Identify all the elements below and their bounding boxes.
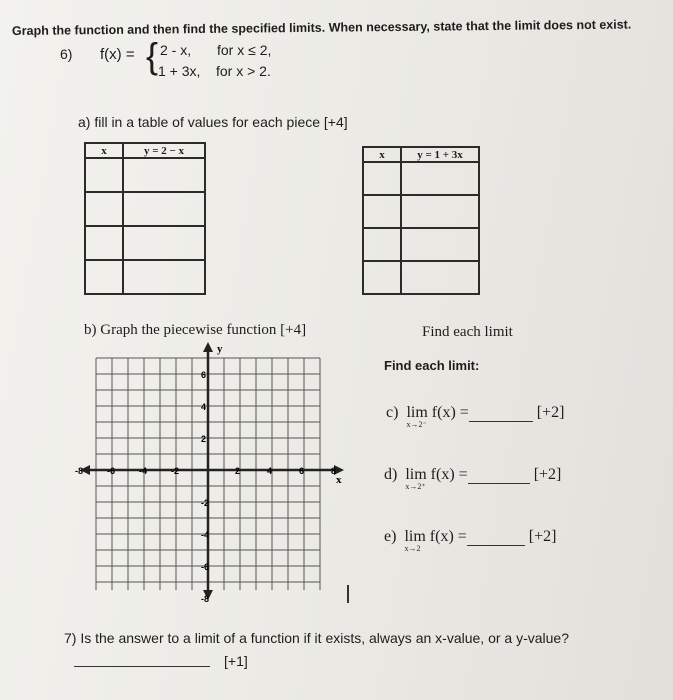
y-tick-label: 6 <box>201 370 207 380</box>
table1-cell[interactable] <box>85 260 123 294</box>
x-tick-label: 8 <box>331 466 337 476</box>
limit-c-lim: lim <box>406 404 428 421</box>
limit-d-points: [+2] <box>533 466 562 483</box>
limit-e-expression: f(x) = <box>429 528 467 545</box>
piecewise-brace: { <box>146 35 159 76</box>
table2-cell[interactable] <box>363 195 401 228</box>
limit-c-expression: f(x) = <box>431 404 469 421</box>
limit-c-answer-blank[interactable] <box>469 407 533 422</box>
function-label: f(x) = <box>100 46 135 63</box>
y-tick-label: 4 <box>201 402 207 412</box>
limit-d-answer-blank[interactable] <box>468 469 530 484</box>
problem-6-number: 6) <box>60 46 73 62</box>
table1-cell[interactable] <box>123 158 205 192</box>
limit-c-points: [+2] <box>536 404 565 421</box>
part-b-label: b) Graph the piecewise function [+4] <box>84 322 307 338</box>
problem-7-points: [+1] <box>224 653 248 669</box>
x-tick-label: 2 <box>235 466 241 476</box>
table1-cell[interactable] <box>123 226 205 260</box>
problem-7-question: 7) Is the answer to a limit of a function if it exists, always an x-value, or a y-value? <box>64 630 569 646</box>
x-tick-label: -4 <box>139 466 148 476</box>
table2-cell[interactable] <box>363 228 401 261</box>
table1-header-x: x <box>85 143 123 158</box>
y-tick-label: -2 <box>201 498 210 508</box>
table2-cell[interactable] <box>401 162 479 195</box>
instructions: Graph the function and then find the specified limits. When necessary, state that the limit does not exist. <box>11 17 632 38</box>
value-table-1 <box>84 142 206 295</box>
y-tick-label: -8 <box>201 594 210 604</box>
x-tick-label: -2 <box>171 466 180 476</box>
pen-mark <box>347 585 349 603</box>
table1-cell[interactable] <box>85 192 123 226</box>
table1-cell[interactable] <box>123 260 205 294</box>
limit-d-expression: f(x) = <box>430 466 468 483</box>
limits-heading: Find each limit <box>422 324 513 340</box>
table2-cell[interactable] <box>401 228 479 261</box>
table1-header-y: y = 2 − x <box>123 143 205 158</box>
x-tick-label: -8 <box>75 466 84 476</box>
y-axis-arrow-up-icon <box>203 342 213 352</box>
table2-header-x: x <box>363 147 401 162</box>
limit-e-points: [+2] <box>528 528 557 545</box>
table1-cell[interactable] <box>85 226 123 260</box>
table2-cell[interactable] <box>363 261 401 294</box>
problem-7-answer-blank[interactable] <box>74 666 210 667</box>
value-table-2 <box>362 146 480 295</box>
table2-cell[interactable] <box>363 162 401 195</box>
x-tick-label: 4 <box>267 466 273 476</box>
coordinate-grid[interactable] <box>75 340 348 604</box>
limit-e-lim: lim <box>404 528 426 545</box>
limit-e-approach: x→2 <box>404 544 421 553</box>
table1-cell[interactable] <box>123 192 205 226</box>
table2-header-y: y = 1 + 3x <box>401 147 479 162</box>
limit-e-answer-blank[interactable] <box>467 531 525 546</box>
limit-d-row <box>384 466 562 491</box>
piece2-condition: for x > 2. <box>216 63 271 79</box>
limit-e-row <box>384 528 557 553</box>
limit-c-approach: x→2⁻ <box>406 420 427 429</box>
limits-subheading: Find each limit: <box>384 358 480 373</box>
limit-c-row <box>386 404 565 429</box>
piece2-expression: 1 + 3x, <box>158 63 201 79</box>
table2-cell[interactable] <box>401 195 479 228</box>
piece1-expression: 2 - x, <box>160 42 192 58</box>
limit-c-label: c) <box>386 404 399 421</box>
limit-d-label: d) <box>384 466 398 483</box>
y-tick-label: -6 <box>201 562 210 572</box>
piece1-condition: for x ≤ 2, <box>217 42 272 58</box>
y-axis-label: y <box>217 343 223 355</box>
limit-e-label: e) <box>384 528 397 545</box>
table1-cell[interactable] <box>85 158 123 192</box>
part-a-label: a) fill in a table of values for each piece [+4] <box>78 114 348 130</box>
x-tick-label: 6 <box>299 466 305 476</box>
y-tick-label: -4 <box>201 530 210 540</box>
table2-cell[interactable] <box>401 261 479 294</box>
x-axis-label: x <box>336 474 342 486</box>
limit-d-lim: lim <box>405 466 427 483</box>
y-tick-label: 2 <box>201 434 207 444</box>
limit-d-approach: x→2⁺ <box>405 482 426 491</box>
x-tick-label: -6 <box>107 466 116 476</box>
